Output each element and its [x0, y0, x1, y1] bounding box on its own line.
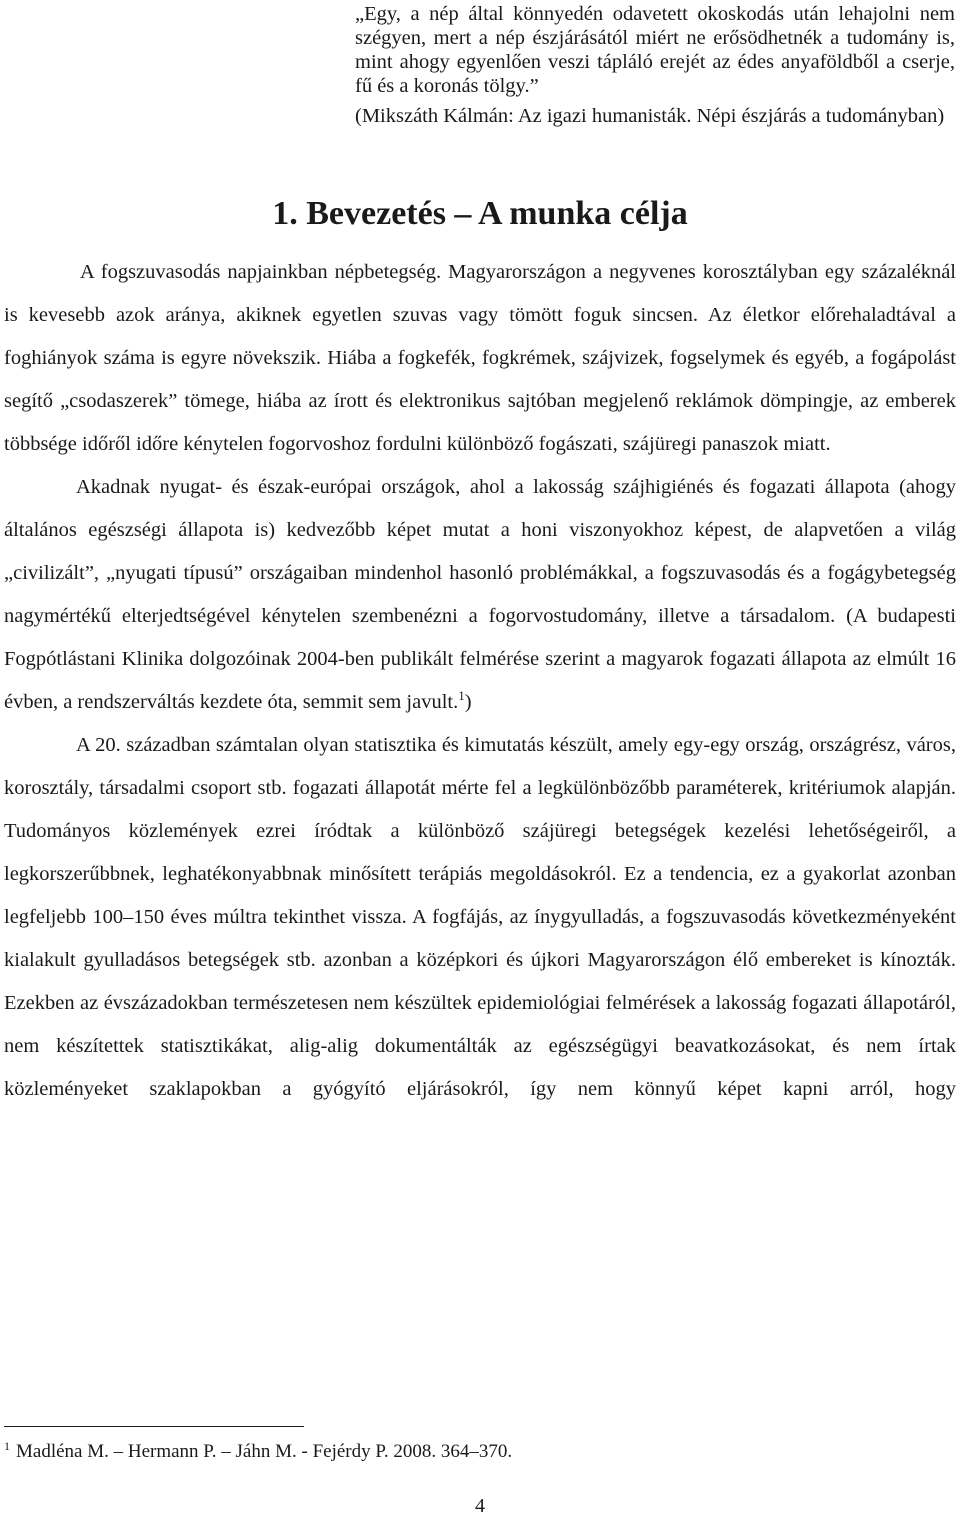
motto-line: szégyen, mert a nép észjárásától miért ne erősödhetnék a tudomány is, [355, 27, 955, 49]
motto-line: mint ahogy egyenlően veszi tápláló erejét az édes anyaföldből a cserje, [355, 51, 955, 73]
footnote-text: Madléna M. – Hermann P. – Jáhn M. - Fejérdy P. 2008. 364–370. [16, 1441, 513, 1462]
motto-quote [355, 2, 955, 128]
body-text [4, 251, 956, 1111]
motto-line: fű és a koronás tölgy.” [355, 75, 539, 97]
footnote-reference[interactable]: 1 [458, 688, 465, 704]
paragraph-2-closing: ) [464, 691, 472, 713]
paragraph-2-text: Akadnak nyugat- és észak-európai országok, ahol a lakosság szájhigiénés és fogazati állapota (ahogy általános egészségi állapota is) kedvezőbb képet mutat a honi viszonyokhoz képest, de alapvetően a világ „civilizált”, „nyugati típusú” országaiban mindenhol hasonló problémákkal, a fogszuvasodás és a fogágybetegség nagymértékű elterjedtségével kénytelen szembenézni a fogorvostudomány, illetve a társadalom. (A budapesti Fogpótlástani Klinika dolgozóinak 2004-ben publikált felmérése szerint a magyarok fogazati állapota az elmúlt 16 évben, a rendszerváltás kezdete óta, semmit sem javult. [4, 476, 956, 713]
paragraph-2 [4, 466, 956, 724]
section-heading: 1. Bevezetés – A munka célja [272, 195, 688, 232]
page-number: 4 [475, 1495, 485, 1517]
paragraph-1: A fogszuvasodás napjainkban népbetegség. Magyarországon a negyvenes korosztályban egy százaléknál is kevesebb azok aránya, akiknek egyetlen szuvas vagy tömött foguk sincsen. Az életkor előrehaladtával a foghiányok száma is egyre növekszik. Hiába a fogkefék, fogkrémek, szájvizek, fogselymek és egyéb, a fogápolást segítő „csodaszerek” tömege, hiába az írott és elektronikus sajtóban megjelenő reklámok dömpingje, az emberek többsége időről időre kénytelen fogorvoshoz fordulni különböző fogászati, szájüregi panaszok miatt. [4, 261, 956, 455]
motto-citation: (Mikszáth Kálmán: Az igazi humanisták. Népi észjárás a tudományban) [355, 105, 945, 127]
paragraph-3: A 20. században számtalan olyan statisztika és kimutatás készült, amely egy-egy ország, országrész, város, korosztály, társadalmi csoport stb. fogazati állapotát mérte fel a legkülönbözőbb paraméterek, kritériumok alapján. Tudományos közlemények ezrei íródtak a különböző szájüregi betegségek kezelési lehetőségeiről, a legkorszerűbbnek, leghatékonyabbnak minősített terápiás megoldásokról. Ez a tendencia, ez a gyakorlat azonban legfeljebb 100–150 éves múltra tekinthet vissza. A fogfájás, az ínygyulladás, a fogszuvasodás következményeként kialakult gyulladásos betegségek stb. azonban a középkori és újkori Magyarországon élő embereket is kínozták. Ezekben az évszázadokban természetesen nem készültek epidemiológiai felmérések a lakosság fogazati állapotáról, nem készítettek statisztikákat, alig-alig dokumentálták az egészségügyi beavatkozásokat, és nem írtak közleményeket szaklapokban a gyógyító eljárásokról, így nem könnyű képet kapni arról, hogy [4, 734, 956, 1100]
motto-line: „Egy, a nép által könnyedén odavetett okoskodás után lehajolni nem [355, 3, 955, 25]
footnote [4, 1440, 904, 1464]
footnote-separator [4, 1426, 304, 1427]
footnote-marker: 1 [4, 1438, 10, 1453]
